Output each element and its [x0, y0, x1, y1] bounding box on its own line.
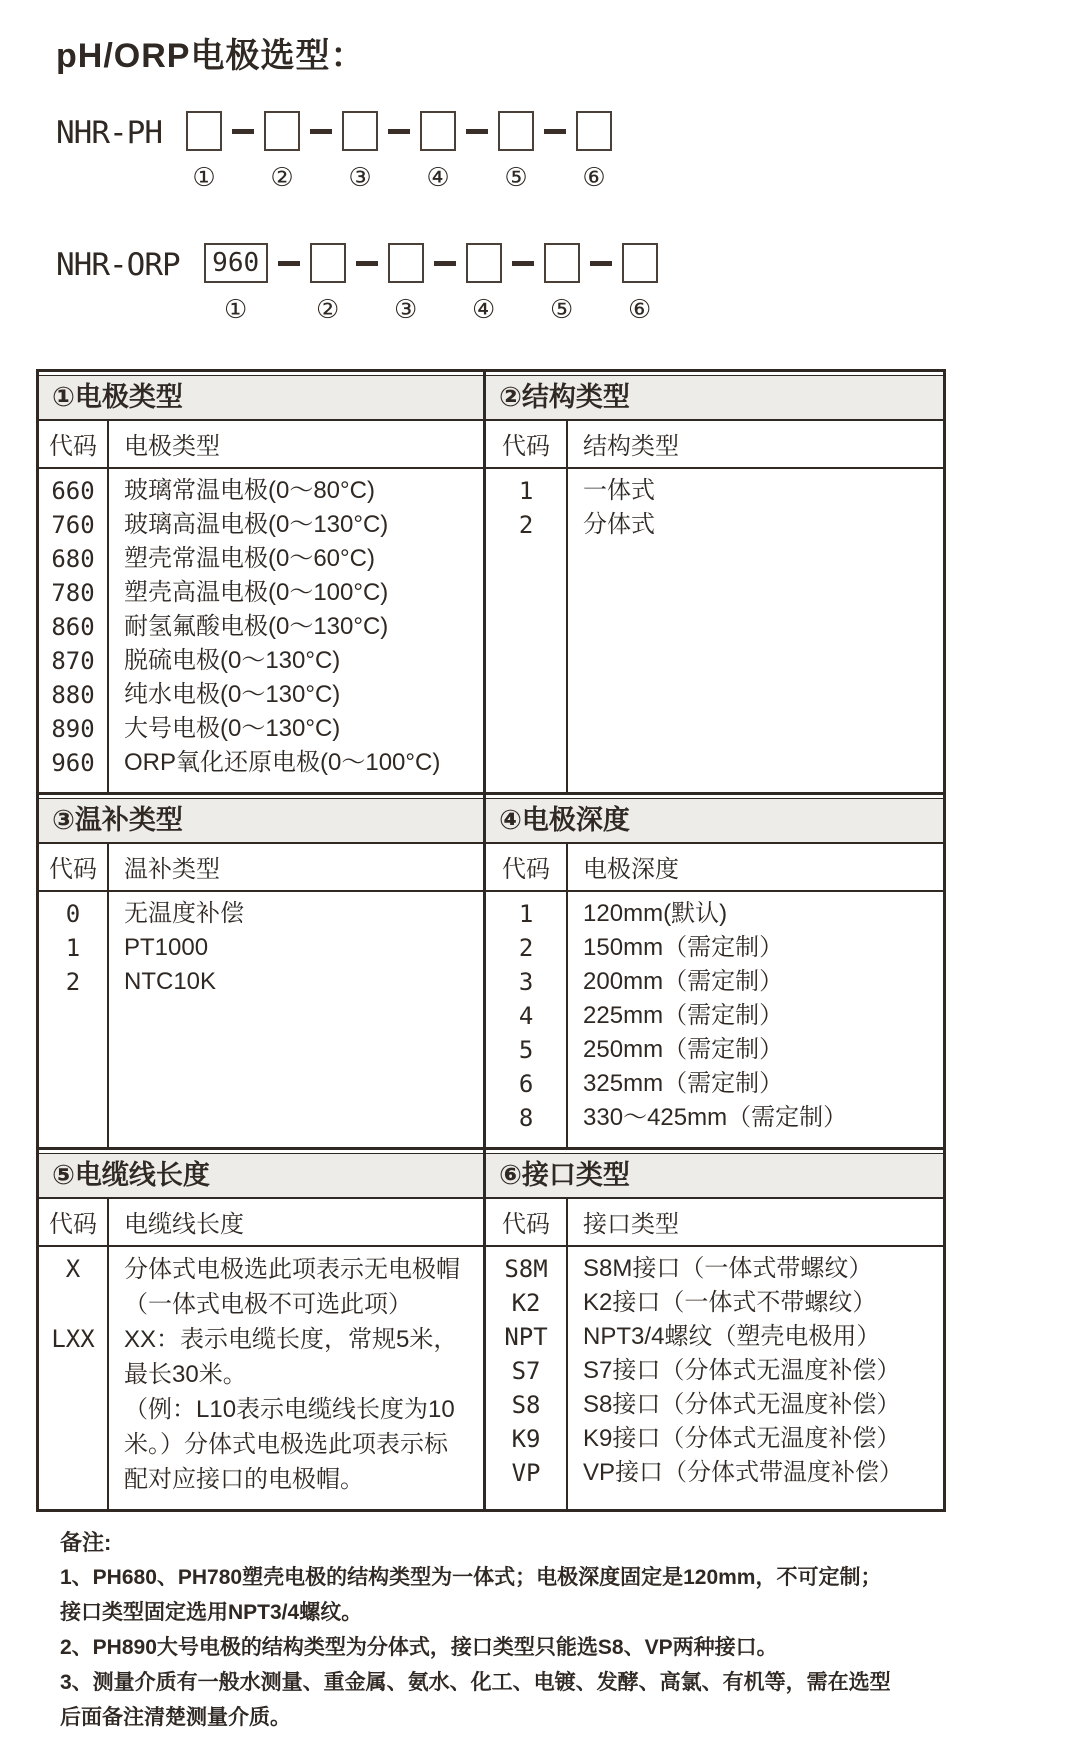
dash-separator — [232, 129, 254, 134]
column-divider — [107, 421, 109, 792]
model-prefix-orp: NHR-ORP — [56, 247, 180, 283]
model-code-box — [388, 243, 424, 283]
table-row: 860 耐氢氟酸电极(0～130°C) — [51, 613, 389, 641]
section-title: ⑤电缆线长度 — [39, 1153, 483, 1199]
table-row: 780 塑壳高温电极(0～100°C) — [51, 579, 389, 607]
dash-separator — [466, 129, 488, 134]
position-marker: ③ — [348, 162, 372, 192]
model-code-box — [186, 111, 222, 151]
value-header: 结构类型 — [583, 433, 680, 460]
section-interface-type — [483, 1150, 943, 1509]
model-code-unit — [420, 111, 456, 191]
table-header — [39, 1199, 483, 1247]
column-divider — [566, 1199, 568, 1509]
notes-section — [60, 1526, 960, 1735]
table-header — [486, 421, 943, 469]
table-section-row-2 — [39, 792, 943, 1147]
code-header: 代码 — [502, 1211, 551, 1238]
table-row: 660 玻璃常温电极(0～80°C) — [51, 477, 375, 505]
model-code-diagram-orp — [56, 243, 1080, 323]
table-row: 1 PT1000 — [65, 934, 209, 962]
table-section-row-3 — [39, 1147, 943, 1509]
model-code-unit — [310, 243, 346, 323]
note-line: 后面备注清楚测量介质。 — [60, 1706, 291, 1729]
table-row: 1 一体式 — [518, 477, 656, 505]
model-code-box — [264, 111, 300, 151]
table-row: 960 ORP氧化还原电极(0～100°C) — [51, 749, 441, 777]
model-code-unit — [388, 243, 424, 323]
model-code-unit — [544, 243, 580, 323]
table-header — [486, 1199, 943, 1247]
dash-separator — [590, 261, 612, 266]
position-marker: ① — [224, 294, 248, 324]
section-cable-length — [39, 1150, 483, 1509]
code-header: 代码 — [49, 1211, 97, 1238]
position-marker: ③ — [394, 294, 418, 324]
section-title: ③温补类型 — [39, 798, 483, 844]
column-divider — [566, 844, 568, 1147]
position-marker: ② — [270, 162, 294, 192]
model-code-box-960: 960 — [204, 243, 268, 283]
notes-label: 备注: — [60, 1530, 112, 1555]
model-code-unit — [622, 243, 658, 323]
note-line: 1、PH680、PH780塑壳电极的结构类型为一体式；电极深度固定是120mm，不可定制； — [60, 1566, 882, 1589]
table-row: 6 325mm（需定制） — [518, 1070, 784, 1098]
table-header — [39, 844, 483, 892]
table-row: 880 纯水电极(0～130°C) — [51, 681, 341, 709]
model-code-unit — [466, 243, 502, 323]
table-row: 2 150mm（需定制） — [518, 934, 784, 962]
section-title: ②结构类型 — [486, 375, 943, 421]
code-header: 代码 — [502, 433, 551, 460]
position-marker: ⑤ — [550, 294, 574, 324]
model-prefix-ph: NHR-PH — [56, 115, 162, 151]
model-code-unit — [264, 111, 300, 191]
table-row: 5 250mm（需定制） — [518, 1036, 784, 1064]
dash-separator — [278, 261, 300, 266]
model-code-box — [466, 243, 502, 283]
dash-separator — [544, 129, 566, 134]
section-structure-type — [483, 372, 943, 792]
table-row: 2 NTC10K — [65, 968, 217, 996]
table-row: 3 200mm（需定制） — [518, 968, 784, 996]
table-row: X 分体式电极选此项表示无电极帽 （一体式电极不可选此项） — [65, 1255, 460, 1318]
position-marker: ① — [192, 162, 216, 192]
model-code-unit — [576, 111, 612, 191]
value-header: 温补类型 — [124, 856, 220, 883]
table-row: S8 S8接口（分体式无温度补偿） — [511, 1391, 901, 1419]
code-header: 代码 — [49, 433, 97, 460]
model-code-unit — [342, 111, 378, 191]
dash-separator — [388, 129, 410, 134]
model-code-diagram-ph — [56, 111, 1080, 191]
table-row: S8M S8M接口（一体式带螺纹） — [504, 1255, 873, 1283]
dash-separator — [310, 129, 332, 134]
value-header: 电极深度 — [583, 856, 680, 883]
section-electrode-depth — [483, 795, 943, 1147]
note-line: 接口类型固定选用NPT3/4螺纹。 — [60, 1601, 363, 1624]
table-row: VP VP接口（分体式带温度补偿） — [511, 1459, 904, 1487]
model-code-units — [204, 243, 658, 323]
table-row: 8 330～425mm（需定制） — [518, 1104, 848, 1132]
table-row: 4 225mm（需定制） — [518, 1002, 784, 1030]
column-divider — [107, 844, 109, 1147]
code-header: 代码 — [49, 856, 97, 883]
column-divider — [566, 421, 568, 792]
position-marker: ④ — [472, 294, 496, 324]
section-title: ⑥接口类型 — [486, 1153, 943, 1199]
model-code-box — [310, 243, 346, 283]
dash-separator — [356, 261, 378, 266]
model-code-unit — [498, 111, 534, 191]
position-marker: ④ — [426, 162, 450, 192]
section-title: ①电极类型 — [39, 375, 483, 421]
position-marker: ② — [316, 294, 340, 324]
table-row: K2 K2接口（一体式不带螺纹） — [511, 1289, 877, 1317]
position-marker: ⑥ — [628, 294, 652, 324]
model-code-box — [498, 111, 534, 151]
model-code-box — [576, 111, 612, 151]
section-electrode-type — [39, 372, 483, 792]
page-title: pH/ORP电极选型： — [56, 37, 366, 75]
dash-separator — [434, 261, 456, 266]
table-row: 870 脱硫电极(0～130°C) — [51, 647, 341, 675]
table-row: K9 K9接口（分体式无温度补偿） — [511, 1425, 901, 1453]
section-temp-compensation — [39, 795, 483, 1147]
selection-table — [36, 369, 946, 1512]
column-divider — [107, 1199, 109, 1509]
table-section-row-1 — [39, 372, 943, 792]
table-row: 1 120mm(默认) — [518, 900, 728, 928]
model-code-box — [342, 111, 378, 151]
table-row: 760 玻璃高温电极(0～130°C) — [51, 511, 389, 539]
model-code-box — [622, 243, 658, 283]
table-row: 890 大号电极(0～130°C) — [51, 715, 341, 743]
table-row: 680 塑壳常温电极(0～60°C) — [51, 545, 375, 573]
model-code-unit — [204, 243, 268, 323]
section-title: ④电极深度 — [486, 798, 943, 844]
table-row: LXX XX：表示电缆长度，常规5米， 最长30米。 （例：L10表示电缆线长度为10 米。）分体式电极选此项表示标 配对应接口的电极帽。 — [51, 1325, 458, 1493]
position-marker: ⑤ — [504, 162, 528, 192]
value-header: 电缆线长度 — [124, 1211, 244, 1238]
model-code-box — [544, 243, 580, 283]
table-row: NPT NPT3/4螺纹（塑壳电极用） — [504, 1323, 881, 1351]
model-code-units — [186, 111, 612, 191]
table-row: 0 无温度补偿 — [65, 900, 244, 928]
note-line: 2、PH890大号电极的结构类型为分体式，接口类型只能选S8、VP两种接口。 — [60, 1636, 778, 1659]
model-code-box — [420, 111, 456, 151]
table-header — [39, 421, 483, 469]
table-row: 2 分体式 — [518, 511, 656, 539]
note-line: 3、测量介质有一般水测量、重金属、氨水、化工、电镀、发酵、高氯、有机等，需在选型 — [60, 1671, 891, 1694]
value-header: 接口类型 — [583, 1211, 680, 1238]
model-code-unit — [186, 111, 222, 191]
value-header: 电极类型 — [124, 433, 220, 460]
position-marker: ⑥ — [582, 162, 606, 192]
table-row: S7 S7接口（分体式无温度补偿） — [511, 1357, 901, 1385]
table-header — [486, 844, 943, 892]
code-header: 代码 — [502, 856, 551, 883]
dash-separator — [512, 261, 534, 266]
